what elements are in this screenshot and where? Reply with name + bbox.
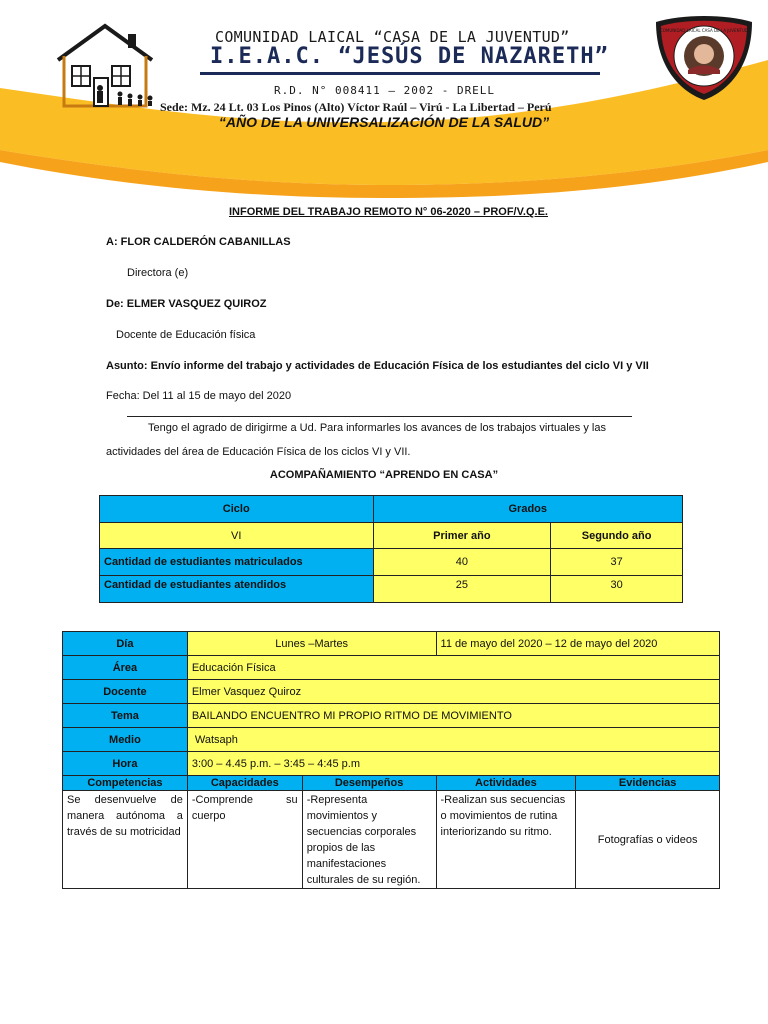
matriculados-primer: 40 — [373, 549, 551, 576]
signature-rule — [127, 416, 632, 417]
matriculados-segundo: 37 — [551, 549, 683, 576]
value-medio: Watsaph — [187, 728, 719, 752]
label-medio: Medio — [63, 728, 188, 752]
section-title: ACOMPAÑAMIENTO “APRENDO EN CASA” — [269, 469, 499, 481]
subject-line: Asunto: Envío informe del trabajo y actividades de Educación Física de los estudiantes del ciclo VI y VII — [106, 360, 649, 372]
col-competencias: Competencias — [63, 776, 188, 791]
header-divider — [200, 72, 600, 75]
row-label-atendidos: Cantidad de estudiantes atendidos — [100, 576, 374, 603]
sender-role: Docente de Educación física — [116, 329, 256, 341]
body-paragraph-line1: Tengo el agrado de dirigirme a Ud. Para informarles los avances de los trabajos virtuales y las — [148, 422, 606, 434]
value-area: Educación Física — [187, 656, 719, 680]
cell-competencias: Se desenvuelve de manera autónoma a través de su motricidad — [63, 791, 188, 889]
report-title: INFORME DEL TRABAJO REMOTO N° 06-2020 – PROF/V.Q.E. — [229, 206, 548, 218]
cell-evidencias: Fotografías o videos — [576, 791, 720, 889]
value-docente: Elmer Vasquez Quiroz — [187, 680, 719, 704]
col-actividades: Actividades — [436, 776, 576, 791]
cell-capacidades: -Comprende su cuerpo — [187, 791, 302, 889]
value-fecha: 11 de mayo del 2020 – 12 de mayo del 2020 — [436, 632, 719, 656]
cell-desempenos: -Representa movimientos y secuencias corporales propios de las manifestaciones culturales de su región. — [302, 791, 436, 889]
label-hora: Hora — [63, 752, 188, 776]
community-name: COMUNIDAD LAICAL “CASA DE LA JUVENTUD” — [215, 28, 570, 46]
row-label-matriculados: Cantidad de estudiantes matriculados — [100, 549, 374, 576]
col-evidencias: Evidencias — [576, 776, 720, 791]
value-tema: BAILANDO ENCUENTRO MI PROPIO RITMO DE MOVIMIENTO — [187, 704, 719, 728]
sender-name: De: ELMER VASQUEZ QUIROZ — [106, 298, 267, 310]
resolution-number: R.D. N° 008411 – 2002 - DRELL — [274, 84, 496, 97]
recipient-name: A: FLOR CALDERÓN CABANILLAS — [106, 236, 291, 248]
ciclo-value: VI — [100, 523, 374, 549]
year-motto: “AÑO DE LA UNIVERSALIZACIÓN DE LA SALUD” — [218, 114, 550, 130]
label-dia: Día — [63, 632, 188, 656]
school-seal-icon — [652, 12, 756, 102]
col-desempenos: Desempeños — [302, 776, 436, 791]
label-tema: Tema — [63, 704, 188, 728]
header-grados: Grados — [373, 496, 682, 523]
grade-segundo-ano: Segundo año — [551, 523, 683, 549]
school-name: I.E.A.C. “JESÚS DE NAZARETH” — [210, 44, 609, 69]
value-dia: Lunes –Martes — [187, 632, 436, 656]
body-paragraph-line2: actividades del área de Educación Física de los ciclos VI y VII. — [106, 446, 411, 458]
atendidos-segundo: 30 — [551, 576, 683, 603]
col-capacidades: Capacidades — [187, 776, 302, 791]
activity-table — [62, 631, 720, 889]
label-docente: Docente — [63, 680, 188, 704]
school-address: Sede: Mz. 24 Lt. 03 Los Pinos (Alto) Víctor Raúl – Virú - La Libertad – Perú — [160, 100, 552, 114]
value-hora: 3:00 – 4.45 p.m. – 3:45 – 4:45 p.m — [187, 752, 719, 776]
label-area: Área — [63, 656, 188, 680]
letterhead — [0, 0, 768, 200]
cell-actividades: -Realizan sus secuencias o movimientos de rutina interiorizando su ritmo. — [436, 791, 576, 889]
seal-text: COMUNIDAD LAICAL CASA DE LA JUVENTUD — [659, 28, 749, 33]
report-date: Fecha: Del 11 al 15 de mayo del 2020 — [106, 390, 292, 402]
header-ciclo: Ciclo — [100, 496, 374, 523]
enrollment-table — [99, 495, 683, 603]
atendidos-primer: 25 — [373, 576, 551, 603]
school-house-logo — [50, 22, 170, 112]
recipient-role: Directora (e) — [127, 267, 189, 279]
grade-primer-ano: Primer año — [373, 523, 551, 549]
